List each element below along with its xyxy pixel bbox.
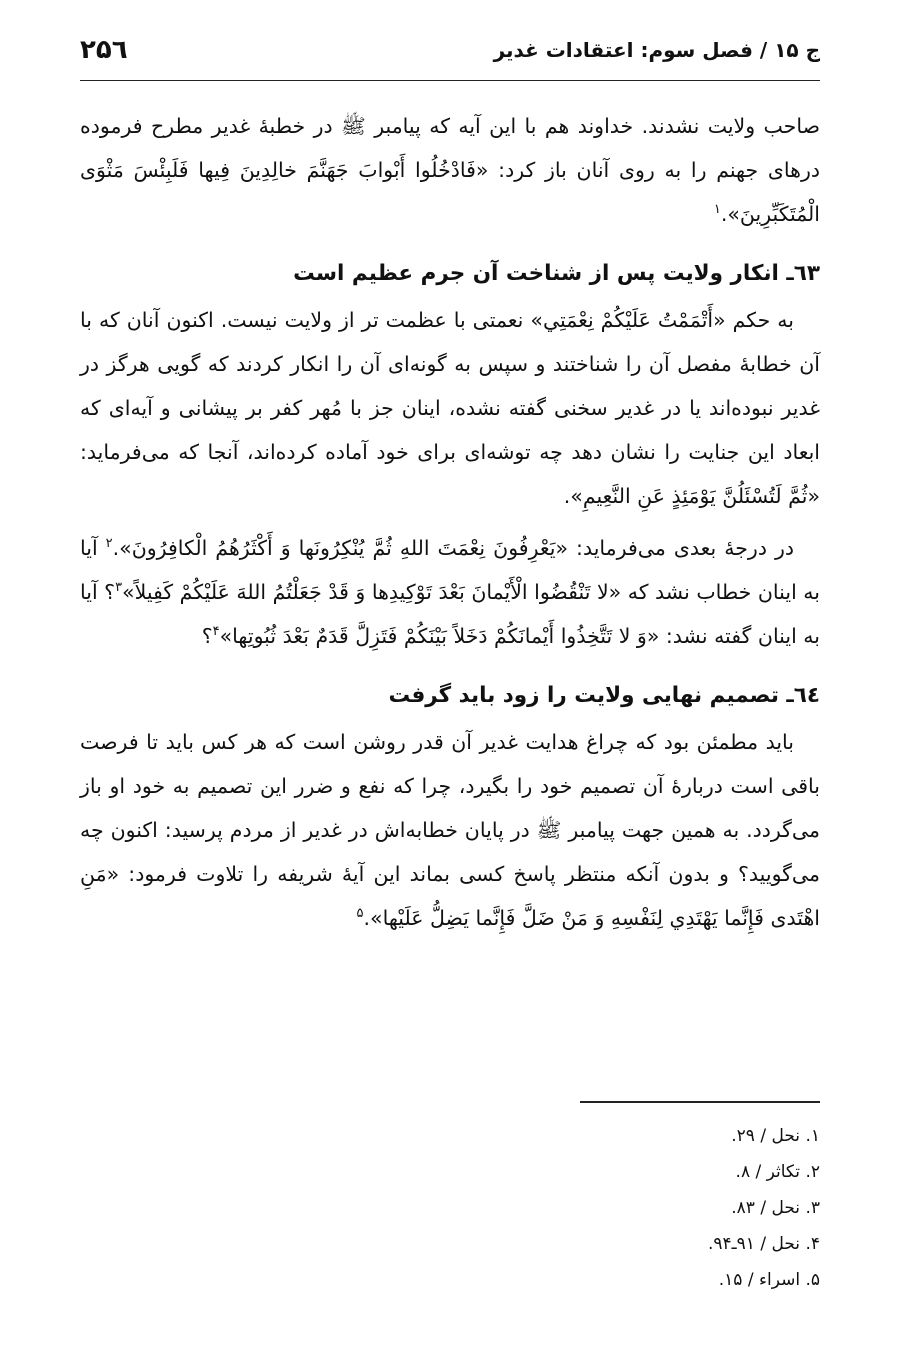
running-title: ج ۱۵ / فصل سوم: اعتقادات غدیر bbox=[493, 38, 820, 62]
footnote-3: ۳. نحل / ۸۳. bbox=[731, 1198, 820, 1218]
footnote-rule bbox=[580, 1101, 820, 1103]
paragraph-4 bbox=[80, 720, 820, 940]
footnote-ref-2[interactable]: ۲ bbox=[105, 536, 113, 552]
footnote-ref-1[interactable]: ۱ bbox=[713, 202, 721, 218]
header-rule bbox=[80, 80, 820, 81]
paragraph-3 bbox=[80, 526, 820, 658]
paragraph-2: به حکم «أَتْمَمْتُ عَلَيْكُمْ نِعْمَتِي» نعمتی با عظمت تر از ولایت نیست. اکنون آنان که با آن خطابهٔ مفصل آن را شناختند و سپس به گونه‌ای آن را انکار کردند که گویی هرگز در غدیر نبوده‌اند یا در غدیر سخنی گفته نشده، اینان جز با مُهر کفر بر پیشانی و آیه‌ای که ابعاد این جنایت را نشان دهد چه توشه‌ای برای خود آماده کرده‌اند، آنجا که می‌فرماید: «ثُمَّ لَتُسْئَلُنَّ يَوْمَئِذٍ عَنِ النَّعِيمِ». bbox=[80, 308, 820, 508]
paragraph-3c: ؟ آیا به اینان گفته نشد: «وَ لا تَتَّخِذُوا أَيْمانَكُمْ دَخَلاً بَيْنَكُمْ فَتَزِلَّ قَدَمٌ بَعْدَ ثُبُوتِها» bbox=[80, 580, 820, 648]
body-text bbox=[80, 104, 820, 940]
footnote-1: ۱. نحل / ۲۹. bbox=[731, 1126, 820, 1146]
paragraph-3a: در درجهٔ بعدی می‌فرماید: «يَعْرِفُونَ نِعْمَتَ اللهِ ثُمَّ يُنْكِرُونَها وَ أَكْثَرُهُمُ الْكافِرُونَ». bbox=[112, 536, 794, 560]
paragraph-3b: آیا به اینان خطاب نشد که «لا تَنْقُضُوا الْأَيْمانَ بَعْدَ تَوْكِيدِها وَ قَدْ جَعَلْتُمُ اللهَ عَلَيْكُمْ كَفِيلاً» bbox=[80, 536, 820, 604]
footnote-ref-5[interactable]: ۵ bbox=[356, 906, 364, 922]
footnote-4: ۴. نحل / ۹۱ـ۹۴. bbox=[708, 1234, 820, 1254]
footnote-ref-3[interactable]: ۳ bbox=[115, 580, 123, 596]
footnote-5: ۵. اسراء / ۱۵. bbox=[718, 1270, 820, 1290]
footnote-2: ۲. تکاثر / ۸. bbox=[735, 1162, 820, 1182]
section-heading-64: ٦٤ـ تصمیم نهایی ولایت را زود باید گرفت bbox=[388, 683, 820, 708]
page-header bbox=[80, 28, 820, 72]
footnote-ref-4[interactable]: ۴ bbox=[212, 624, 220, 640]
paragraph-1-text: صاحب ولایت نشدند. خداوند هم با این آیه که پیامبر ﷺ در خطبهٔ غدیر مطرح فرموده درهای جهنم را به روی آنان باز کرد: «فَادْخُلُوا أَبْوابَ جَهَنَّمَ خالِدِینَ فِیها فَلَبِئْسَ مَثْوَى الْمُتَكَبِّرِینَ». bbox=[80, 114, 820, 226]
section-heading-63: ٦٣ـ انکار ولایت پس از شناخت آن جرم عظیم است bbox=[293, 261, 820, 286]
paragraph-1 bbox=[80, 104, 820, 236]
paragraph-4-text: باید مطمئن بود که چراغ هدایت غدیر آن قدر روشن است که هر کس باید تا فرصت باقی است دربارهٔ آن تصمیم خود را بگیرد، چرا که نفع و ضرر این تصمیم به خود او باز می‌گردد. به همین جهت پیامبر ﷺ در پایان خطابه‌اش در غدیر از مردم پرسید: اکنون چه می‌گویید؟ و بدون آنکه منتظر پاسخ کسی بماند این آیهٔ شریفه را تلاوت فرمود: «مَنِ اهْتَدى فَإِنَّما يَهْتَدِي لِنَفْسِهِ وَ مَنْ ضَلَّ فَإِنَّما يَضِلُّ عَلَيْها». bbox=[80, 730, 820, 930]
paragraph-3d: ؟ bbox=[201, 624, 213, 648]
footnotes bbox=[500, 1118, 820, 1298]
page-number: ۲۵٦ bbox=[80, 35, 128, 65]
